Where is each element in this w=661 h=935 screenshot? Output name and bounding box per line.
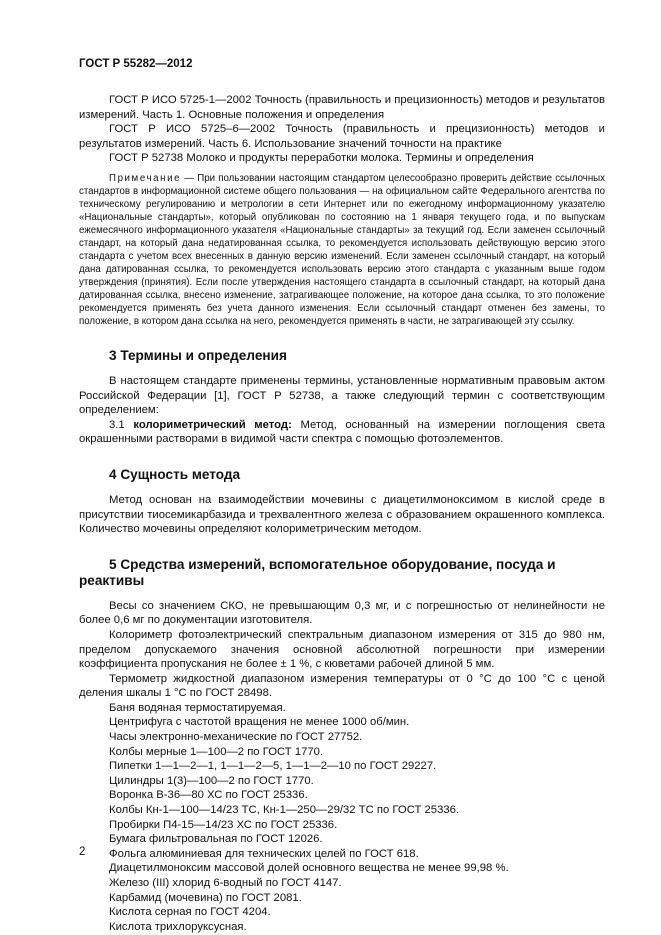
document-header: ГОСТ Р 55282—2012 bbox=[79, 58, 193, 70]
equipment-item: Карбамид (мочевина) по ГОСТ 2081. bbox=[109, 891, 302, 904]
equipment-item: Колориметр фотоэлектрический спектральным диапазоном измерения от 315 до 980 нм, пределом допускаемого значения основной абсолютной погрешности при измерении коэффициента пропускания не более ± 1 %, с кюветами рабочей длиной 5 мм. bbox=[79, 628, 605, 671]
equipment-item: Железо (III) хлорид 6-водный по ГОСТ 4147. bbox=[109, 877, 342, 889]
note-paragraph bbox=[79, 172, 605, 328]
note-text: При пользовании настоящим стандартом целесообразно проверить действие ссылочных стандартов в информационной системе общего пользования — на официальном сайте Федерального агентства по техническому регулированию и метрологии в сети Интернет или по ежегодному информационному указателю «Национальные стандарты», который опубликован по состоянию на 1 января текущего года, и по выпускам ежемесячного информационного указателя «Национальные стандарты» за текущий год. Если заменен ссылочный стандарт, на который дана недатированная ссылка, то рекомендуется использовать действующую версию этого стандарта с учетом всех внесенных в данную версию изменений. Если заменен ссылочный стандарт, на который дана датированная ссылка, то рекомендуется использовать версию этого стандарта с указанным выше годом утверждения (принятия). Если после утверждения настоящего стандарта в ссылочный стандарт, на который дана датированная ссылка, внесено изменение, затрагивающее положение, на которое дана ссылка, то это положение рекомендуется применять без учета данного изменения. Если ссылочный стандарт отменен без замены, то положение, в котором дана ссылка на него, рекомендуется применять в части, не затрагивающей эту ссылку. bbox=[79, 172, 605, 327]
equipment-item: Воронка В-36—80 ХС по ГОСТ 25336. bbox=[109, 789, 308, 802]
equipment-item: Баня водяная термостатируемая. bbox=[109, 701, 286, 714]
section-4-text: Метод основан на взаимодействии мочевины с диацетилмоноксимом в кислой среде в присутствии тиосемикарбазида и трехвалентного железа с образованием окрашенного комплекса. Количество мочевины определяют колориметрическим методом. bbox=[79, 493, 605, 536]
equipment-item: Колбы Кн-1—100—14/23 ТС, Кн-1—250—29/32 ТС по ГОСТ 25336. bbox=[109, 804, 460, 817]
section-3-heading: 3 Термины и определения bbox=[109, 347, 287, 363]
equipment-item: Цилиндры 1(3)—100—2 по ГОСТ 1770. bbox=[109, 774, 314, 787]
equipment-item: Пипетки 1—1—2—1, 1—1—2—5, 1—1—2—10 по ГОСТ 29227. bbox=[109, 760, 437, 773]
note-label: Примечание bbox=[109, 172, 182, 184]
equipment-item: Бумага фильтровальная по ГОСТ 12026. bbox=[109, 833, 323, 846]
term-name: колориметрический метод: bbox=[133, 418, 292, 431]
reference-item: ГОСТ Р ИСО 5725-1—2002 Точность (правильность и прецизионность) методов и результатов измерений. Часть 1. Основные положения и определения bbox=[79, 94, 605, 121]
equipment-item: Весы со значением СКО, не превышающим 0,3 мг, и с погрешностью от нелинейности не более 0,6 мг по документации изготовителя. bbox=[79, 599, 605, 627]
section-5-heading: 5 Средства измерений, вспомогательное оборудование, посуда и реактивы bbox=[79, 556, 556, 588]
equipment-item: Кислота серная по ГОСТ 4204. bbox=[109, 906, 271, 919]
equipment-item: Диацетилмоноксим массовой долей основного вещества не менее 99,98 %. bbox=[109, 862, 509, 875]
reference-item: ГОСТ Р 52738 Молоко и продукты переработки молока. Термины и определения bbox=[109, 152, 534, 165]
equipment-item: Часы электронно-механические по ГОСТ 27752. bbox=[109, 731, 363, 744]
term-text: Метод, основанный на измерении поглощения света окрашенными растворами в видимой части спектра с помощью фотоэлементов. bbox=[79, 418, 606, 446]
equipment-item: Центрифуга с частотой вращения не менее 1000 об/мин. bbox=[109, 716, 410, 729]
equipment-item: Колбы мерные 1—100—2 по ГОСТ 1770. bbox=[109, 745, 324, 758]
note-dash: — bbox=[181, 172, 198, 184]
reference-item: ГОСТ Р ИСО 5725–6—2002 Точность (правильность и прецизионность) методов и результатов измерений. Часть 6. Использование значений точности на практике bbox=[79, 123, 605, 150]
equipment-item: Фольга алюминиевая для технических целей по ГОСТ 618. bbox=[109, 847, 419, 860]
term-definition bbox=[79, 418, 605, 447]
section-3-intro: В настоящем стандарте применены термины, установленные нормативным правовым актом Российской Федерации [1], ГОСТ Р 52738, а также следующий термин с соответствующим определением: bbox=[79, 374, 605, 417]
section-4-heading: 4 Сущность метода bbox=[109, 466, 241, 482]
equipment-item: Кислота трихлоруксусная. bbox=[109, 920, 247, 933]
equipment-item: Термометр жидкостной диапазоном измерения температуры от 0 °С до 100 °С с ценой деления шкалы 1 °С по ГОСТ 28498. bbox=[79, 672, 605, 700]
term-number: 3.1 bbox=[109, 418, 125, 431]
equipment-item: Пробирки П4-15—14/23 ХС по ГОСТ 25336. bbox=[109, 818, 338, 831]
page-content bbox=[79, 93, 605, 934]
page-number: 2 bbox=[79, 846, 86, 858]
